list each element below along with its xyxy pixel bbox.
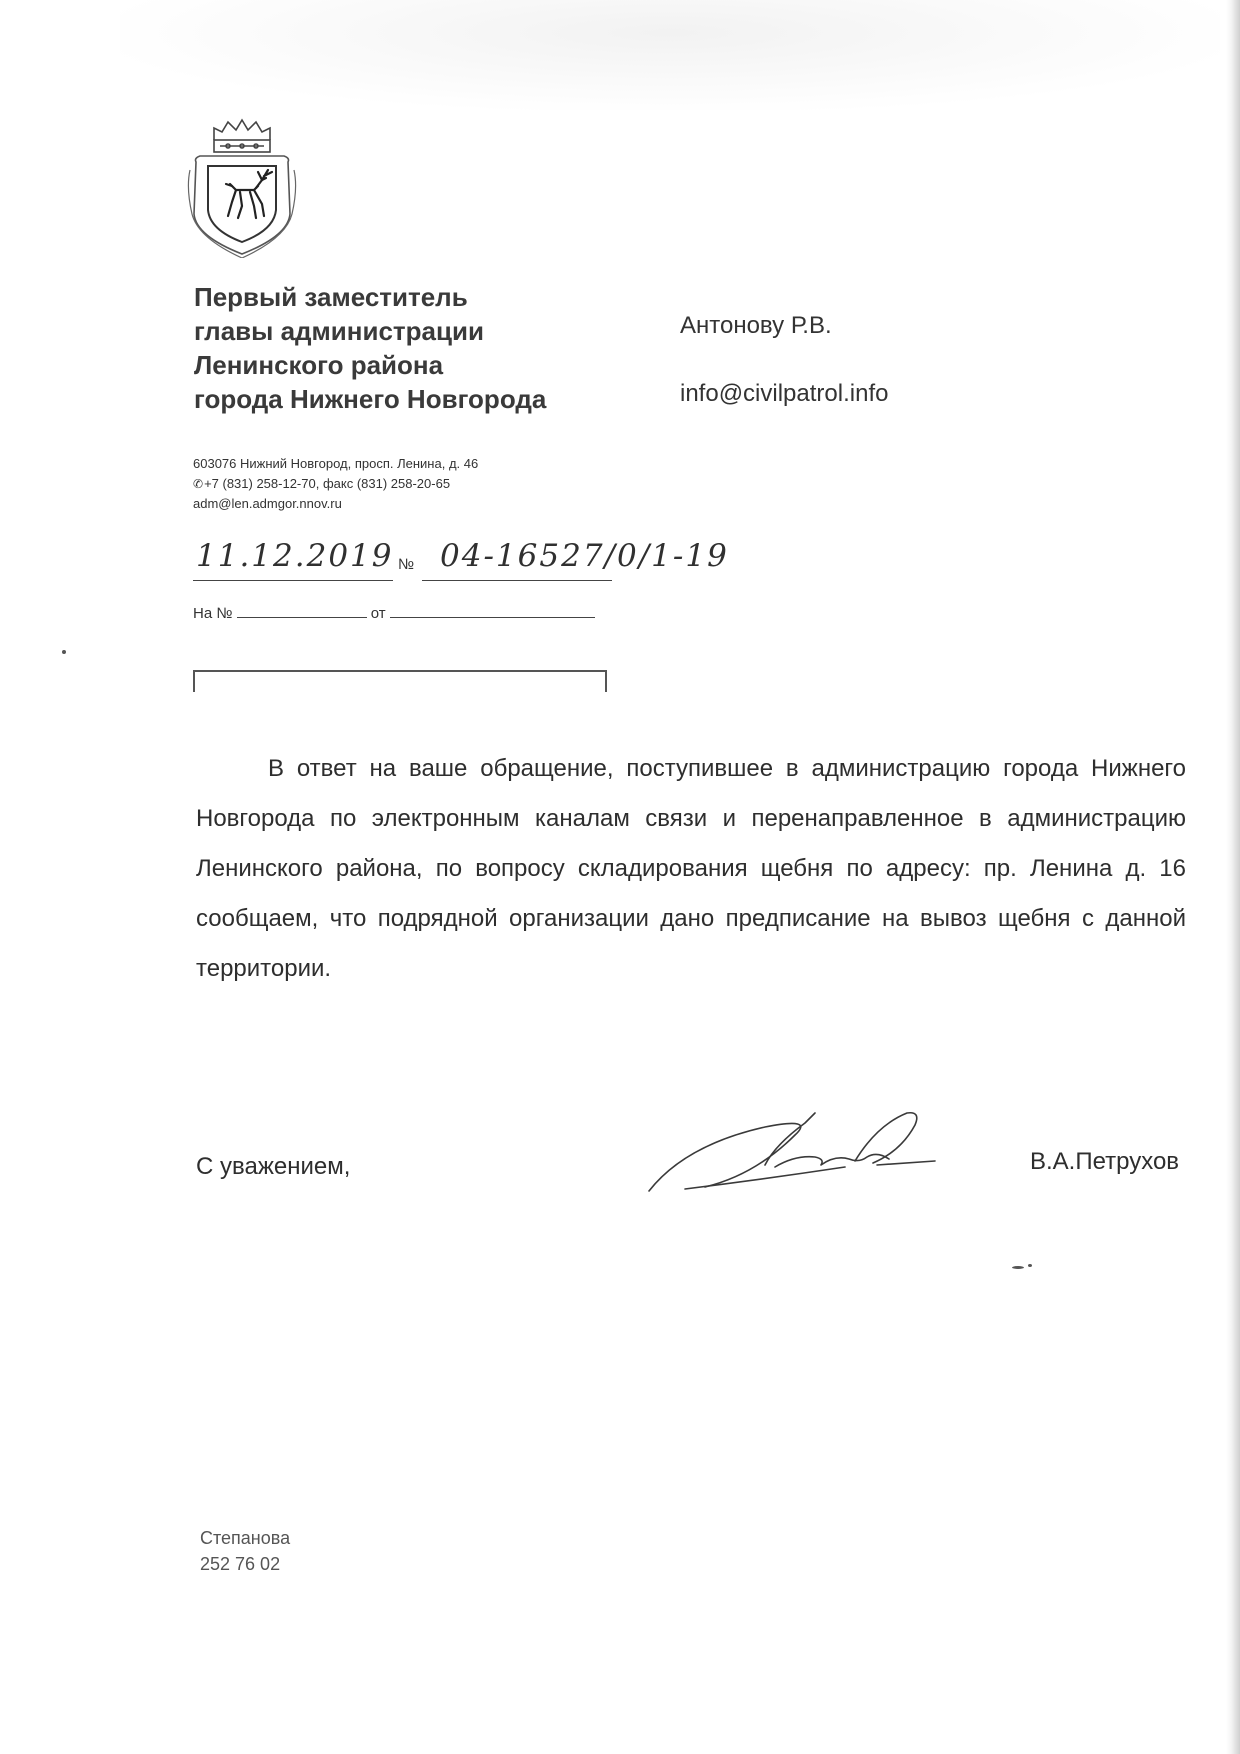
reference-number-blank [237, 603, 367, 618]
addressee-email: info@civilpatrol.info [680, 380, 889, 407]
closing-salutation: С уважением, [196, 1153, 351, 1180]
scan-speck [62, 650, 66, 654]
reference-date-blank [390, 603, 595, 618]
sender-email: adm@len.admgor.nnov.ru [193, 496, 342, 511]
sender-phone: +7 (831) 258-12-70, факс (831) 258-20-65 [204, 476, 451, 491]
sender-title [194, 280, 546, 416]
executor-phone: 252 76 02 [200, 1554, 281, 1574]
letter-body [196, 744, 1186, 994]
scan-speck [1028, 1264, 1032, 1267]
executor-name: Степанова [200, 1528, 291, 1548]
reference-line [193, 603, 595, 622]
executor-info [200, 1525, 290, 1577]
subject-bracket [193, 670, 607, 692]
signer-name: В.А.Петрухов [1030, 1148, 1180, 1175]
reference-from: от [370, 605, 386, 622]
sender-line: Первый заместитель [194, 282, 468, 312]
addressee-name: Антонову Р.В. [680, 312, 832, 339]
sender-line: города Нижнего Новгорода [194, 384, 547, 414]
scan-shadow-edge [1226, 0, 1240, 1754]
coat-of-arms-icon [184, 118, 300, 258]
sender-line: главы администрации [194, 316, 484, 346]
phone-icon: ✆ [193, 477, 204, 491]
registration-number: 04-16527/0/1-19 [440, 538, 729, 574]
sender-line: Ленинского района [194, 350, 444, 380]
scan-speck [1012, 1266, 1024, 1269]
sender-address: 603076 Нижний Новгород, просп. Ленина, д. 46 [193, 456, 479, 471]
sender-contacts [193, 454, 478, 514]
reference-prefix: На № [193, 605, 233, 622]
scan-shadow-top [120, 0, 1220, 110]
number-mark: № [398, 556, 415, 573]
registration-date: 11.12.2019 [196, 538, 394, 574]
body-paragraph: В ответ на ваше обращение, поступившее в администрацию города Нижнего Новгорода по электронным каналам связи и перенаправленное в администрацию Ленинского района, по вопросу складирования щебня по адресу: пр. Ленина д. 16 сообщаем, что подрядной организации дано предписание на вывоз щебня с данной территории. [196, 755, 1186, 982]
sender-phone-line [193, 474, 478, 494]
handwritten-signature-icon [645, 1105, 945, 1205]
